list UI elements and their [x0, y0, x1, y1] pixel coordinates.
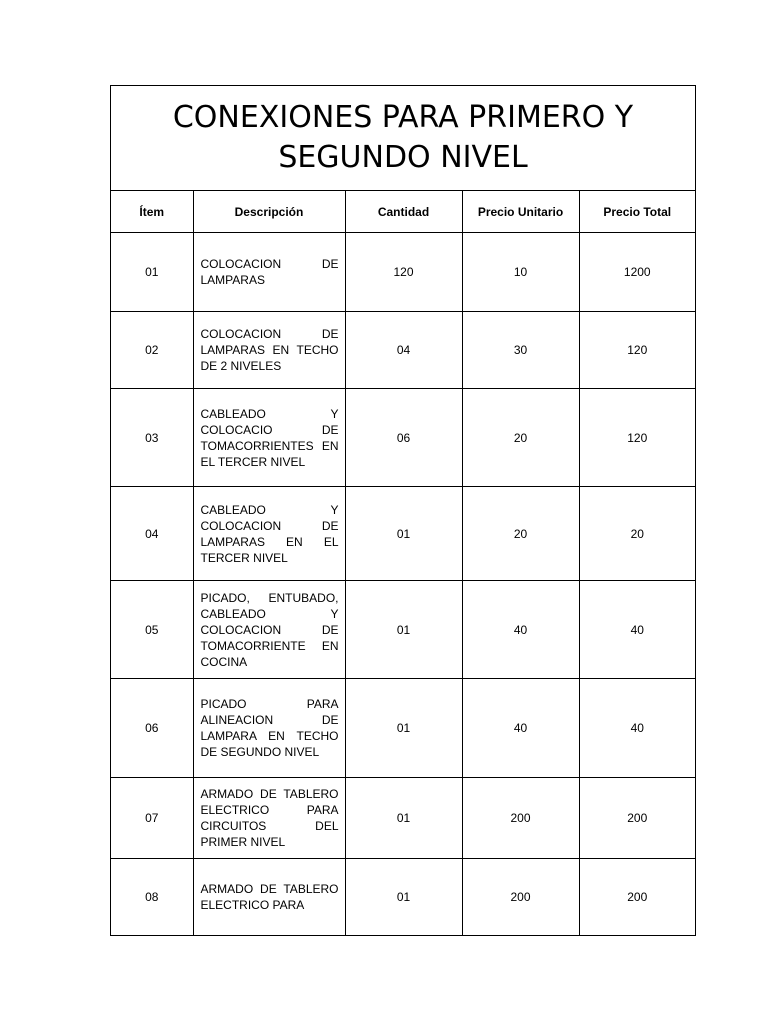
- item-total-price: 120: [579, 389, 695, 487]
- column-header-item: Ítem: [111, 191, 193, 233]
- table-row: [111, 581, 695, 679]
- item-quantity: 01: [345, 487, 462, 581]
- table-row: [111, 312, 695, 389]
- item-number: 04: [111, 487, 193, 581]
- item-number: 03: [111, 389, 193, 487]
- item-description: COLOCACION DE LAMPARAS EN TECHO DE 2 NIVELES: [193, 312, 345, 389]
- item-total-price: 20: [579, 487, 695, 581]
- item-quantity: 04: [345, 312, 462, 389]
- item-unit-price: 200: [462, 778, 579, 859]
- item-unit-price: 20: [462, 487, 579, 581]
- item-total-price: 40: [579, 581, 695, 679]
- column-header-unit-price: Precio Unitario: [462, 191, 579, 233]
- item-unit-price: 40: [462, 679, 579, 778]
- item-unit-price: 10: [462, 233, 579, 312]
- item-number: 08: [111, 859, 193, 935]
- item-description: ARMADO DE TABLERO ELECTRICO PARA CIRCUITOS DEL PRIMER NIVEL: [193, 778, 345, 859]
- item-total-price: 200: [579, 859, 695, 935]
- table-row: [111, 778, 695, 859]
- table-header-row: [111, 191, 695, 233]
- table-row: [111, 679, 695, 778]
- item-number: 06: [111, 679, 193, 778]
- table-row: [111, 233, 695, 312]
- item-quantity: 01: [345, 679, 462, 778]
- item-unit-price: 200: [462, 859, 579, 935]
- table-row: [111, 859, 695, 935]
- item-description: COLOCACION DE LAMPARAS: [193, 233, 345, 312]
- item-unit-price: 30: [462, 312, 579, 389]
- item-total-price: 1200: [579, 233, 695, 312]
- item-number: 05: [111, 581, 193, 679]
- column-header-total-price: Precio Total: [579, 191, 695, 233]
- item-number: 07: [111, 778, 193, 859]
- item-unit-price: 20: [462, 389, 579, 487]
- item-description: CABLEADO Y COLOCACIO DE TOMACORRIENTES EN EL TERCER NIVEL: [193, 389, 345, 487]
- item-total-price: 120: [579, 312, 695, 389]
- item-total-price: 200: [579, 778, 695, 859]
- item-description: CABLEADO Y COLOCACION DE LAMPARAS EN EL TERCER NIVEL: [193, 487, 345, 581]
- document-title: CONEXIONES PARA PRIMERO Y SEGUNDO NIVEL: [111, 86, 695, 191]
- item-quantity: 01: [345, 581, 462, 679]
- item-description: PICADO PARA ALINEACION DE LAMPARA EN TECHO DE SEGUNDO NIVEL: [193, 679, 345, 778]
- items-table: [111, 191, 695, 935]
- table-row: [111, 389, 695, 487]
- column-header-description: Descripción: [193, 191, 345, 233]
- item-description: PICADO, ENTUBADO, CABLEADO Y COLOCACION DE TOMACORRIENTE EN COCINA: [193, 581, 345, 679]
- item-quantity: 06: [345, 389, 462, 487]
- item-unit-price: 40: [462, 581, 579, 679]
- item-number: 02: [111, 312, 193, 389]
- item-description: ARMADO DE TABLERO ELECTRICO PARA: [193, 859, 345, 935]
- item-total-price: 40: [579, 679, 695, 778]
- item-quantity: 120: [345, 233, 462, 312]
- quote-sheet: [110, 85, 696, 936]
- column-header-quantity: Cantidad: [345, 191, 462, 233]
- item-number: 01: [111, 233, 193, 312]
- table-row: [111, 487, 695, 581]
- item-quantity: 01: [345, 859, 462, 935]
- item-quantity: 01: [345, 778, 462, 859]
